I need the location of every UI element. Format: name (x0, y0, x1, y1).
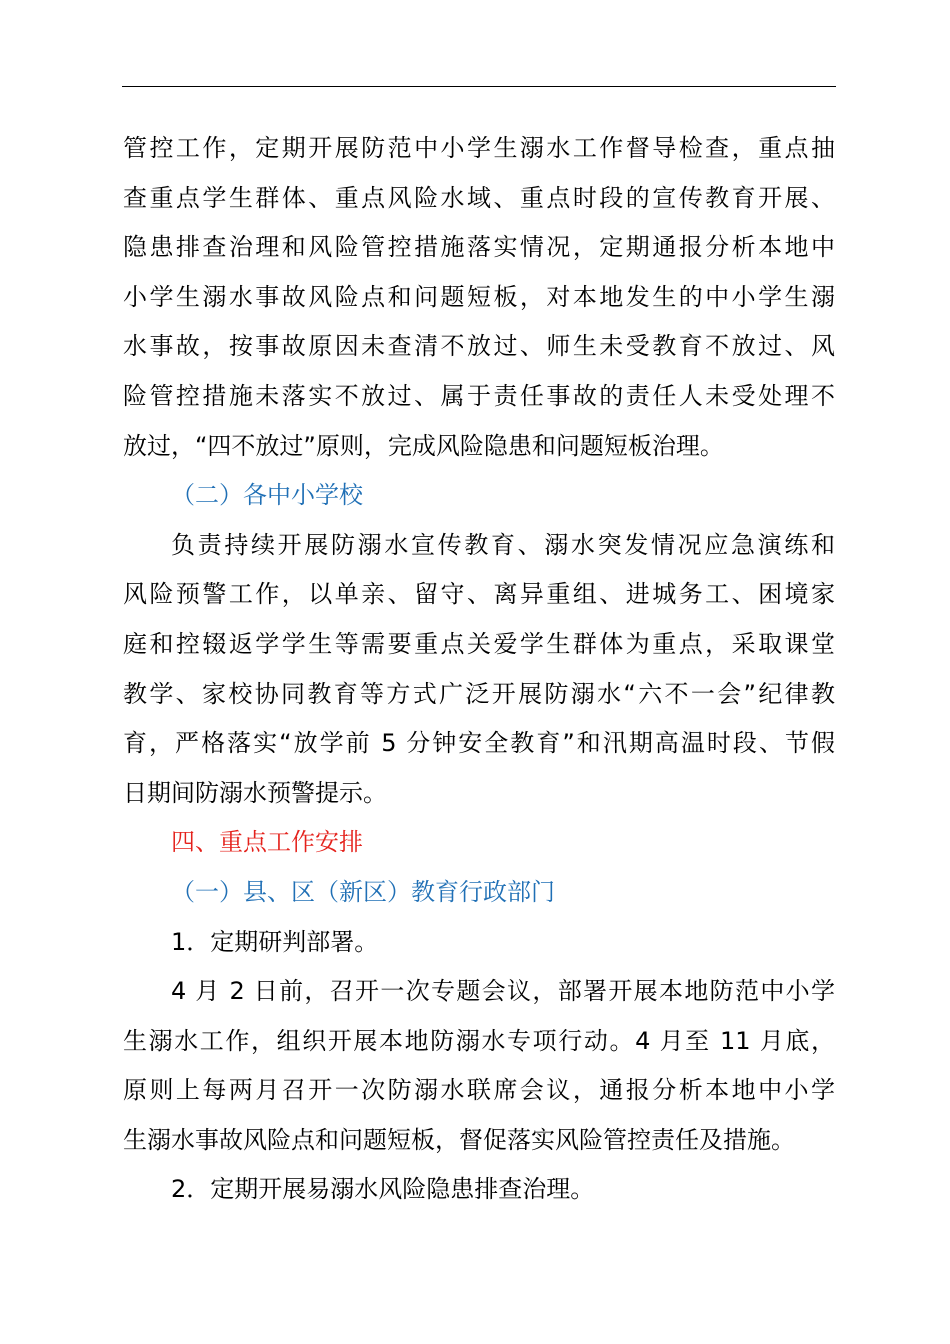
paragraph-line: 隐患排查治理和风险管控措施落实情况，定期通报分析本地中 (123, 233, 835, 262)
paragraph-line: 原则上每两月召开一次防溺水联席会议，通报分析本地中小学 (123, 1076, 835, 1105)
section-heading-education-dept: （一）县、区（新区）教育行政部门 (171, 877, 555, 906)
paragraph-line: 放过，“四不放过”原则，完成风险隐患和问题短板治理。 (123, 431, 724, 460)
paragraph-line: 管控工作，定期开展防范中小学生溺水工作督导检查，重点抽 (123, 134, 835, 162)
paragraph-line: 险管控措施未落实不放过、属于责任事故的责任人未受处理不 (123, 381, 835, 410)
paragraph-line: 日期间防溺水预警提示。 (123, 778, 387, 807)
paragraph-line: 庭和控辍返学学生等需要重点关爱学生群体为重点，采取课堂 (123, 629, 835, 658)
paragraph-line: 生溺水工作，组织开展本地防溺水专项行动。4 月至 11 月底， (123, 1026, 835, 1055)
header-rule (122, 86, 836, 87)
chapter-heading-key-work: 四、重点工作安排 (171, 828, 363, 857)
paragraph-line: 生溺水事故风险点和问题短板，督促落实风险管控责任及措施。 (123, 1125, 795, 1154)
section-heading-schools: （二）各中小学校 (171, 481, 363, 510)
document-body (123, 124, 835, 1215)
paragraph-line: 教学、家校协同教育等方式广泛开展防溺水“六不一会”纪律教 (123, 679, 835, 708)
item-heading-2: 2．定期开展易溺水风险隐患排查治理。 (171, 1175, 595, 1204)
item-heading-1: 1．定期研判部署。 (171, 927, 379, 956)
paragraph-line: 风险预警工作，以单亲、留守、离异重组、进城务工、困境家 (123, 580, 835, 609)
paragraph-line: 4 月 2 日前，召开一次专题会议，部署开展本地防范中小学 (171, 977, 835, 1006)
paragraph-line: 水事故，按事故原因未查清不放过、师生未受教育不放过、风 (123, 332, 835, 361)
paragraph-line: 负责持续开展防溺水宣传教育、溺水突发情况应急演练和 (171, 530, 835, 559)
paragraph-line: 小学生溺水事故风险点和问题短板，对本地发生的中小学生溺 (123, 282, 835, 311)
paragraph-line: 育，严格落实“放学前 5 分钟安全教育”和汛期高温时段、节假 (123, 729, 835, 758)
paragraph-line: 查重点学生群体、重点风险水域、重点时段的宣传教育开展、 (123, 183, 835, 212)
